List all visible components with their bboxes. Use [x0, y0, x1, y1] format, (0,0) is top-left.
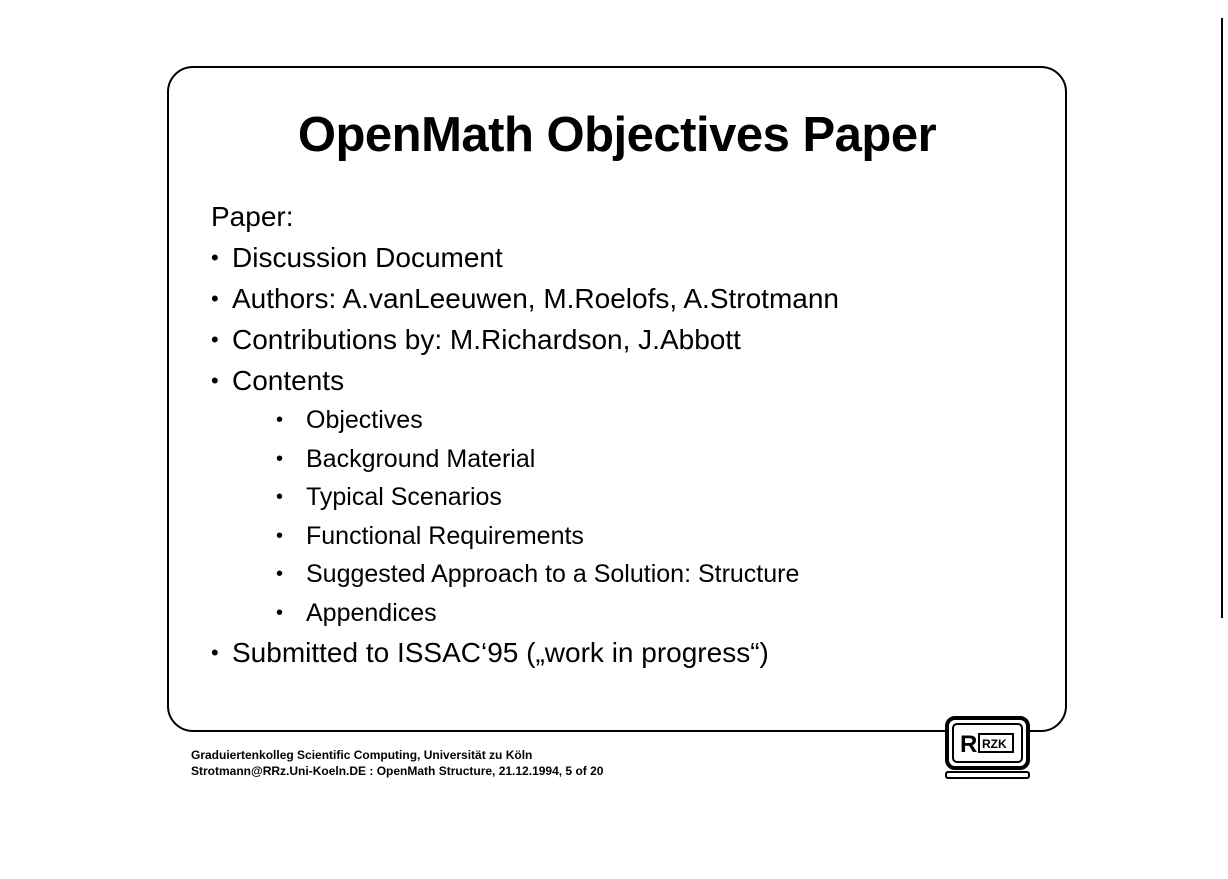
- bullet-icon: •: [276, 409, 284, 431]
- sublist-item-text: Functional Requirements: [306, 521, 584, 550]
- list-item-text: Contributions by: M.Richardson, J.Abbott: [232, 324, 741, 355]
- logo-letter: R: [960, 731, 978, 758]
- list-item: [211, 360, 1031, 401]
- bullet-icon: •: [211, 327, 219, 352]
- list-item-text: Discussion Document: [232, 242, 503, 273]
- intro-label: Paper:: [211, 201, 294, 232]
- sublist-item: [211, 555, 1031, 594]
- rrzk-logo: [944, 716, 1031, 780]
- bullet-icon: •: [276, 447, 284, 470]
- list-item-text: Authors: A.vanLeeuwen, M.Roelofs, A.Strotmann: [232, 283, 840, 314]
- list-item-text: Contents: [232, 365, 345, 396]
- sublist-item-text: Typical Scenarios: [306, 483, 502, 511]
- bullet-icon: •: [276, 563, 284, 585]
- bullet-list-end: [211, 632, 1031, 673]
- sublist-item-text: Objectives: [306, 406, 423, 434]
- bullet-icon: •: [211, 640, 219, 665]
- list-item: [211, 319, 1031, 360]
- bullet-icon: •: [276, 486, 284, 508]
- sublist-item: [211, 440, 1031, 479]
- sublist-item: [211, 517, 1031, 556]
- footer-line-citation: Strotmann@RRz.Uni-Koeln.DE : OpenMath Structure, 21.12.1994, 5 of 20: [191, 764, 604, 778]
- scan-edge-line: [1221, 18, 1223, 618]
- list-item-text: Submitted to ISSAC‘95 („work in progress“): [232, 637, 769, 668]
- contents-sublist: [211, 401, 1031, 632]
- sublist-item: [211, 401, 1031, 440]
- footer: [191, 747, 603, 779]
- bullet-icon: •: [211, 286, 219, 311]
- bullet-icon: •: [211, 245, 219, 270]
- sublist-item: [211, 594, 1031, 633]
- logo-text: RZK: [982, 737, 1007, 751]
- bullet-icon: •: [211, 368, 219, 393]
- bullet-icon: •: [276, 601, 284, 624]
- bullet-icon: •: [276, 524, 284, 547]
- list-item: [211, 632, 1031, 673]
- footer-line-institution: Graduiertenkolleg Scientific Computing, Universität zu Köln: [191, 748, 533, 762]
- sublist-item-text: Suggested Approach to a Solution: Structure: [306, 560, 800, 588]
- slide-title: OpenMath Objectives Paper: [297, 108, 937, 162]
- bullet-list: [211, 237, 1031, 401]
- sublist-item-text: Background Material: [306, 444, 536, 473]
- sublist-item-text: Appendices: [306, 598, 437, 627]
- sublist-item: [211, 478, 1031, 517]
- list-item: [211, 278, 1031, 319]
- slide-content: [211, 196, 1031, 673]
- list-item: [211, 237, 1031, 278]
